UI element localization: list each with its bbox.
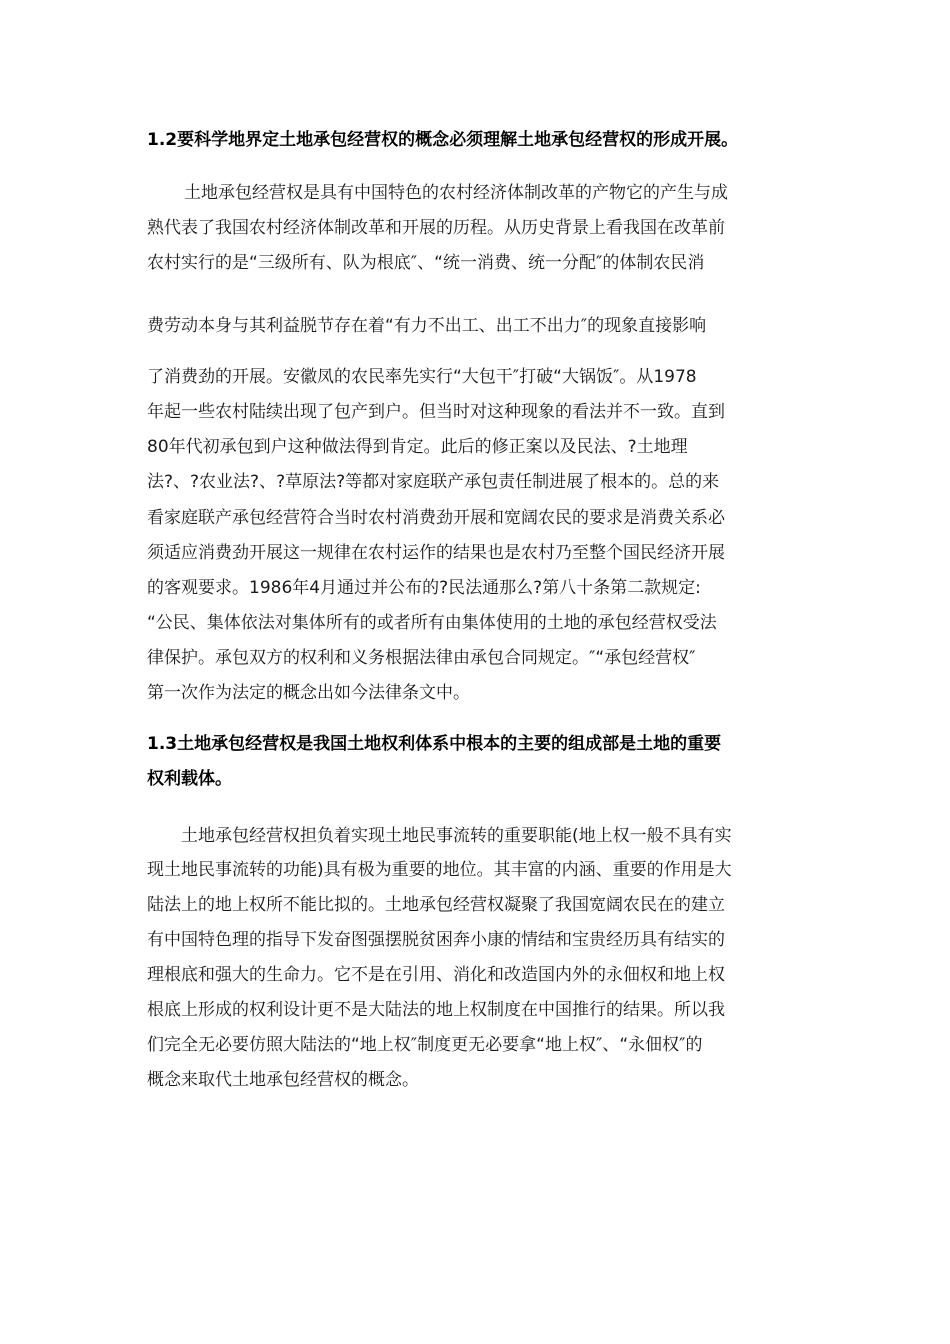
paragraph-line: 土地承包经营权是具有中国特色的农村经济体制改革的产物它的产生与成 [184, 183, 728, 203]
section-heading-1-3-cont: 权利载体。 [147, 769, 232, 789]
paragraph-line: 理根底和强大的生命力。它不是在引用、消化和改造国内外的永佃权和地上权 [147, 965, 725, 985]
section-heading-1-3: 1.3土地承包经营权是我国土地权利体系中根本的主要的组成部是土地的重要 [147, 734, 722, 754]
paragraph-line: 律保护。承包双方的权利和义务根据法律由承包合同规定。″“承包经营权″ [147, 648, 696, 668]
paragraph-line: 的客观要求。1986年4月通过并公布的?民法通那么?第八十条第二款规定: [147, 578, 701, 598]
paragraph-line: 第一次作为法定的概念出如今法律条文中。 [147, 683, 470, 703]
paragraph-line: 们完全无必要仿照大陆法的“地上权″制度更无必要拿“地上权″、“永佃权″的 [147, 1035, 703, 1055]
paragraph-line: 80年代初承包到户这种做法得到肯定。此后的修正案以及民法、?土地理 [147, 437, 688, 457]
paragraph-line: 现土地民事流转的功能)具有极为重要的地位。其丰富的内涵、重要的作用是大 [147, 860, 732, 880]
paragraph-line: 熟代表了我国农村经济体制改革和开展的历程。从历史背景上看我国在改革前 [147, 218, 725, 238]
paragraph-line: 土地承包经营权担负着实现土地民事流转的重要职能(地上权一般不具有实 [181, 826, 732, 846]
paragraph-line: 了消费劲的开展。安徽凤的农民率先实行“大包干″打破“大锅饭″。从1978 [147, 367, 697, 387]
section-heading-1-2: 1.2要科学地界定土地承包经营权的概念必须理解土地承包经营权的形成开展。 [147, 130, 739, 150]
paragraph-line: 有中国特色理的指导下发奋图强摆脱贫困奔小康的情结和宝贵经历具有结实的 [147, 930, 725, 950]
paragraph-line: 法?、?农业法?、?草原法?等都对家庭联产承包责任制进展了根本的。总的来 [147, 472, 720, 492]
paragraph-line: “公民、集体依法对集体所有的或者所有由集体使用的土地的承包经营权受法 [147, 613, 717, 633]
paragraph-line: 须适应消费劲开展这一规律在农村运作的结果也是农村乃至整个国民经济开展 [147, 543, 725, 563]
paragraph-line: 年起一些农村陆续出现了包产到户。但当时对这种现象的看法并不一致。直到 [147, 402, 725, 422]
paragraph-line: 费劳动本身与其利益脱节存在着“有力不出工、出工不出力″的现象直接影响 [147, 316, 707, 336]
paragraph-line: 根底上形成的权利设计更不是大陆法的地上权制度在中国推行的结果。所以我 [147, 1000, 725, 1020]
paragraph-line: 农村实行的是“三级所有、队为根底″、“统一消费、统一分配″的体制农民消 [147, 253, 705, 273]
paragraph-line: 陆法上的地上权所不能比拟的。土地承包经营权凝聚了我国宽阔农民在的建立 [147, 895, 725, 915]
paragraph-line: 看家庭联产承包经营符合当时农村消费劲开展和宽阔农民的要求是消费关系必 [147, 508, 725, 528]
paragraph-line: 概念来取代土地承包经营权的概念。 [147, 1070, 419, 1090]
